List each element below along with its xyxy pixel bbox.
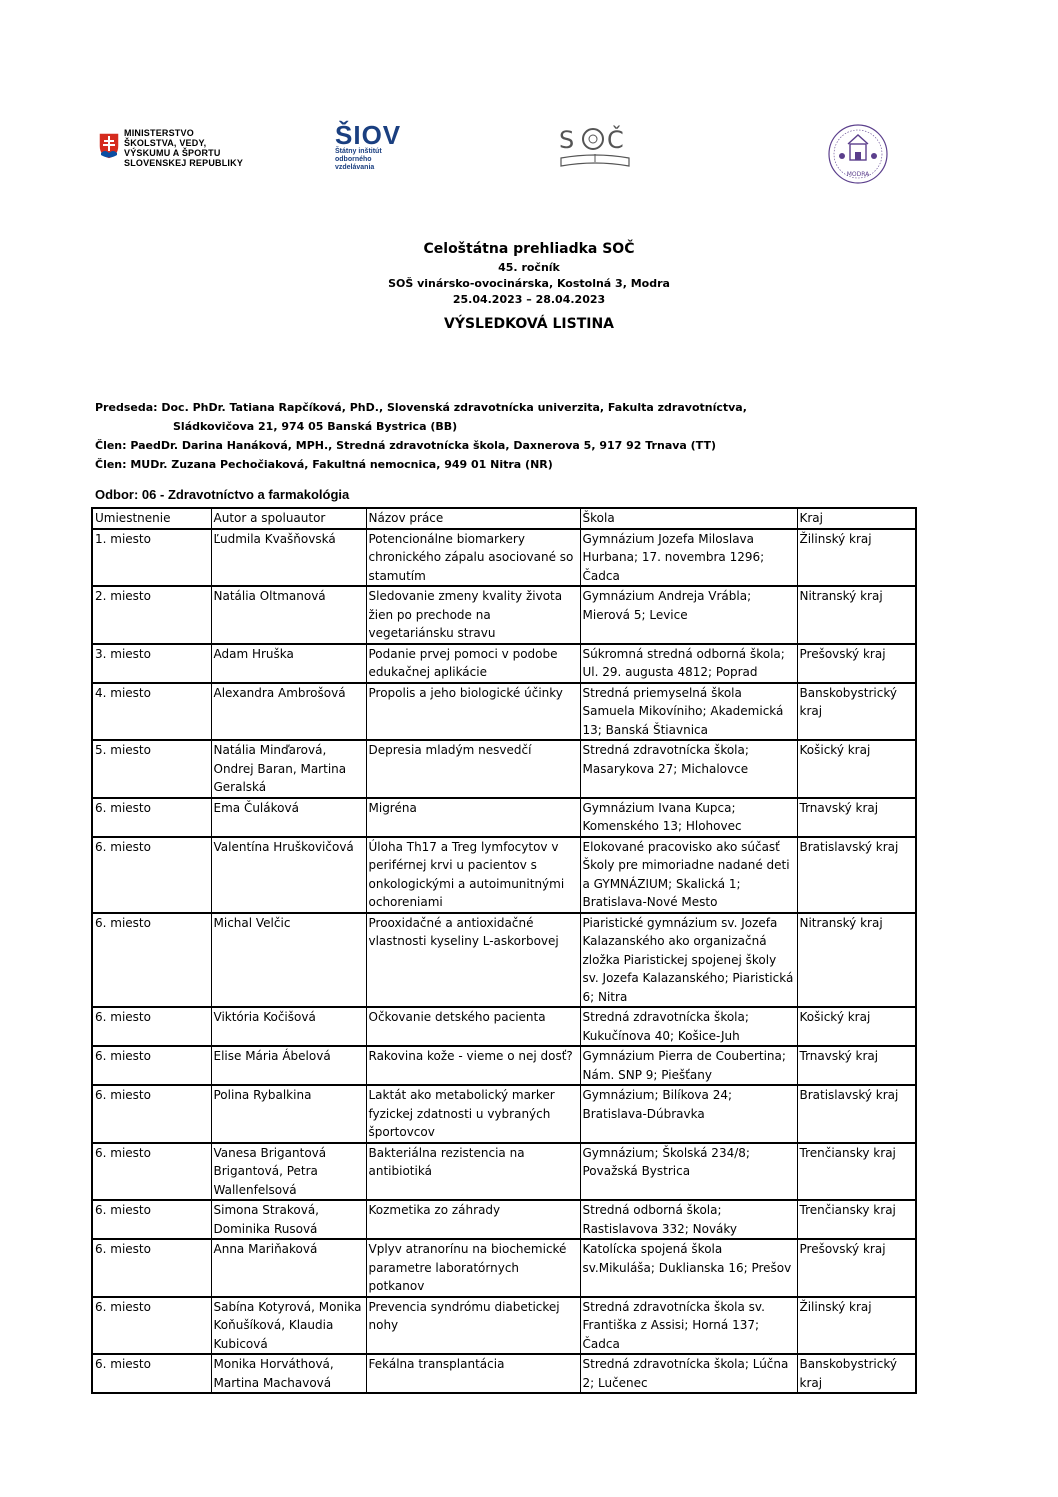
- table-row: [92, 1239, 916, 1297]
- cell-title: Fekálna transplantácia: [366, 1354, 580, 1393]
- cell-author: Natália Minďarová, Ondrej Baran, Martina Geralská: [211, 740, 366, 798]
- cell-region: Košický kraj: [797, 740, 916, 798]
- cell-title: Depresia mladým nesvedčí: [366, 740, 580, 798]
- cell-region: Trnavský kraj: [797, 1046, 916, 1085]
- cell-placement: 3. miesto: [92, 644, 211, 683]
- cell-region: Prešovský kraj: [797, 1239, 916, 1297]
- cell-region: Nitranský kraj: [797, 586, 916, 644]
- cell-school: Elokované pracovisko ako súčasť Školy pre mimoriadne nadané deti a GYMNÁZIUM; Skalická 1; Bratislava-Nové Mesto: [580, 837, 797, 913]
- cell-placement: 2. miesto: [92, 586, 211, 644]
- cell-title: Úloha Th17 a Treg lymfocytov v periférnej krvi u pacientov s onkologickými a autoimunitnými ochoreniami: [366, 837, 580, 913]
- table-row: [92, 740, 916, 798]
- table-row: [92, 1200, 916, 1239]
- cell-school: Stredná zdravotnícka škola sv. Františka z Assisi; Horná 137; Čadca: [580, 1297, 797, 1355]
- cell-placement: 1. miesto: [92, 529, 211, 587]
- table-row: [92, 644, 916, 683]
- cell-school: Gymnázium Andreja Vrábla; Mierová 5; Levice: [580, 586, 797, 644]
- cell-placement: 6. miesto: [92, 1200, 211, 1239]
- table-row: [92, 913, 916, 1008]
- edition: 45. ročník: [498, 261, 560, 274]
- cell-school: Stredná priemyselná škola Samuela Mikovíniho; Akademická 13; Banská Štiavnica: [580, 683, 797, 741]
- member-2: Člen: MUDr. Zuzana Pechočiaková, Fakultná nemocnica, 949 01 Nitra (NR): [95, 458, 553, 471]
- cell-author: Polina Rybalkina: [211, 1085, 366, 1143]
- table-row: [92, 1297, 916, 1355]
- cell-placement: 6. miesto: [92, 1143, 211, 1201]
- cell-author: Elise Mária Ábelová: [211, 1046, 366, 1085]
- cell-placement: 6. miesto: [92, 1297, 211, 1355]
- dates: 25.04.2023 – 28.04.2023: [452, 293, 606, 306]
- cell-school: Gymnázium Pierra de Coubertina; Nám. SNP 9; Piešťany: [580, 1046, 797, 1085]
- cell-author: Sabína Kotyrová, Monika Koňušíková, Klaudia Kubicová: [211, 1297, 366, 1355]
- cell-title: Potencionálne biomarkery chronického zápalu asociované so stamutím: [366, 529, 580, 587]
- cell-region: Trnavský kraj: [797, 798, 916, 837]
- cell-region: Banskobystrický kraj: [797, 1354, 916, 1393]
- header-region: Kraj: [797, 508, 916, 529]
- slovak-coat-of-arms-icon: [98, 132, 120, 160]
- cell-school: Gymnázium Jozefa Miloslava Hurbana; 17. novembra 1296; Čadca: [580, 529, 797, 587]
- cell-placement: 6. miesto: [92, 798, 211, 837]
- cell-title: Prooxidačné a antioxidačné vlastnosti kyseliny L-askorbovej: [366, 913, 580, 1008]
- cell-author: Michal Velčic: [211, 913, 366, 1008]
- table-row: [92, 1354, 916, 1393]
- soc-emblem-icon: [555, 122, 635, 172]
- siov-subtitle: Štátny inštitút odborného vzdelávania: [335, 148, 382, 171]
- cell-region: Prešovský kraj: [797, 644, 916, 683]
- venue: SOŠ vinársko-ovocinárska, Kostolná 3, Modra: [388, 277, 670, 290]
- cell-author: Ľudmila Kvašňovská: [211, 529, 366, 587]
- committee: [95, 398, 995, 474]
- cell-title: Propolis a jeho biologické účinky: [366, 683, 580, 741]
- cell-title: Vplyv atranorínu na biochemické parametre laboratórnych potkanov: [366, 1239, 580, 1297]
- cell-school: Stredná zdravotnícka škola; Kukučínova 40; Košice-Juh: [580, 1007, 797, 1046]
- table-row: [92, 1085, 916, 1143]
- cell-school: Stredná zdravotnícka škola; Masarykova 27; Michalovce: [580, 740, 797, 798]
- cell-author: Monika Horváthová, Martina Machavová: [211, 1354, 366, 1393]
- document-title: Celoštátna prehliadka SOČ: [423, 241, 635, 257]
- cell-author: Viktória Kočišová: [211, 1007, 366, 1046]
- cell-title: Podanie prvej pomoci v podobe edukačnej aplikácie: [366, 644, 580, 683]
- siov-title: ŠIOV: [335, 120, 402, 150]
- cell-title: Sledovanie zmeny kvality života žien po prechode na vegetariánsku stravu: [366, 586, 580, 644]
- cell-region: Bratislavský kraj: [797, 837, 916, 913]
- cell-author: Ema Čuláková: [211, 798, 366, 837]
- cell-school: Katolícka spojená škola sv.Mikuláša; Duklianska 16; Prešov: [580, 1239, 797, 1297]
- cell-title: Rakovina kože - vieme o nej dosť?: [366, 1046, 580, 1085]
- cell-region: Košický kraj: [797, 1007, 916, 1046]
- cell-region: Nitranský kraj: [797, 913, 916, 1008]
- cell-region: Trenčiansky kraj: [797, 1200, 916, 1239]
- cell-placement: 6. miesto: [92, 837, 211, 913]
- header-title: Názov práce: [366, 508, 580, 529]
- cell-school: Stredná zdravotnícka škola; Lúčna 2; Lučenec: [580, 1354, 797, 1393]
- cell-title: Laktát ako metabolický marker fyzickej zdatnosti u vybraných športovcov: [366, 1085, 580, 1143]
- table-row: [92, 798, 916, 837]
- cell-placement: 6. miesto: [92, 1007, 211, 1046]
- header-school: Škola: [580, 508, 797, 529]
- logo-strip: [0, 118, 1058, 188]
- cell-school: Stredná odborná škola; Rastislavova 332; Nováky: [580, 1200, 797, 1239]
- cell-school: Piaristické gymnázium sv. Jozefa Kalazanského ako organizačná zložka Piaristickej spojenej školy sv. Jozefa Kalazanského; Piaristická 6; Nitra: [580, 913, 797, 1008]
- member-1: Člen: PaedDr. Darina Hanáková, MPH., Stredná zdravotnícka škola, Daxnerova 5, 917 92 Trnava (TT): [95, 439, 716, 452]
- cell-author: Simona Straková, Dominika Rusová: [211, 1200, 366, 1239]
- modra-seal-icon: [826, 122, 890, 186]
- cell-placement: 4. miesto: [92, 683, 211, 741]
- cell-school: Gymnázium; Bilíkova 24; Bratislava-Dúbravka: [580, 1085, 797, 1143]
- cell-placement: 6. miesto: [92, 1239, 211, 1297]
- modra-seal-text: MODRA: [846, 171, 870, 178]
- cell-title: Očkovanie detského pacienta: [366, 1007, 580, 1046]
- chair-line-2: Sládkovičova 21, 974 05 Banská Bystrica (BB): [173, 420, 458, 433]
- cell-placement: 5. miesto: [92, 740, 211, 798]
- soc-logo: [555, 122, 635, 182]
- cell-author: Anna Mariňaková: [211, 1239, 366, 1297]
- document-heading: [0, 238, 1058, 336]
- table-row: [92, 1007, 916, 1046]
- table-row: [92, 683, 916, 741]
- cell-author: Adam Hruška: [211, 644, 366, 683]
- cell-author: Vanesa Brigantová Brigantová, Petra Wallenfelsová: [211, 1143, 366, 1201]
- cell-title: Kozmetika zo záhrady: [366, 1200, 580, 1239]
- cell-author: Natália Oltmanová: [211, 586, 366, 644]
- cell-title: Bakteriálna rezistencia na antibiotiká: [366, 1143, 580, 1201]
- cell-placement: 6. miesto: [92, 1085, 211, 1143]
- table-row: [92, 837, 916, 913]
- siov-logo: [335, 122, 425, 182]
- table-row: [92, 529, 916, 587]
- cell-title: Migréna: [366, 798, 580, 837]
- document-subtitle: VÝSLEDKOVÁ LISTINA: [443, 316, 615, 332]
- cell-school: Gymnázium; Školská 234/8; Považská Bystrica: [580, 1143, 797, 1201]
- cell-region: Banskobystrický kraj: [797, 683, 916, 741]
- cell-title: Prevencia syndrómu diabetickej nohy: [366, 1297, 580, 1355]
- table-row: [92, 1143, 916, 1201]
- cell-author: Alexandra Ambrošová: [211, 683, 366, 741]
- ministry-logo: [98, 128, 258, 178]
- chair-line-1: Predseda: Doc. PhDr. Tatiana Rapčíková, PhD., Slovenská zdravotnícka univerzita, Fakulta zdravotníctva,: [95, 401, 747, 414]
- table-header-row: [92, 508, 916, 529]
- svg-text:Č: Č: [607, 126, 624, 154]
- table-row: [92, 586, 916, 644]
- cell-region: Trenčiansky kraj: [797, 1143, 916, 1201]
- ministry-text: MINISTERSTVO ŠKOLSTVA, VEDY, VÝSKUMU A ŠPORTU SLOVENSKEJ REPUBLIKY: [124, 128, 244, 168]
- cell-placement: 6. miesto: [92, 1046, 211, 1085]
- modra-logo: [826, 122, 890, 186]
- header-author: Autor a spoluautor: [211, 508, 366, 529]
- section-title: Odbor: 06 - Zdravotníctvo a farmakológia: [95, 487, 350, 502]
- cell-author: Valentína Hruškovičová: [211, 837, 366, 913]
- cell-region: Žilinský kraj: [797, 529, 916, 587]
- cell-placement: 6. miesto: [92, 913, 211, 1008]
- header-placement: Umiestnenie: [92, 508, 211, 529]
- svg-text:S: S: [559, 126, 575, 154]
- cell-region: Žilinský kraj: [797, 1297, 916, 1355]
- cell-school: Súkromná stredná odborná škola; Ul. 29. augusta 4812; Poprad: [580, 644, 797, 683]
- cell-region: Bratislavský kraj: [797, 1085, 916, 1143]
- table-row: [92, 1046, 916, 1085]
- cell-school: Gymnázium Ivana Kupca; Komenského 13; Hlohovec: [580, 798, 797, 837]
- results-table: [91, 507, 917, 1394]
- cell-placement: 6. miesto: [92, 1354, 211, 1393]
